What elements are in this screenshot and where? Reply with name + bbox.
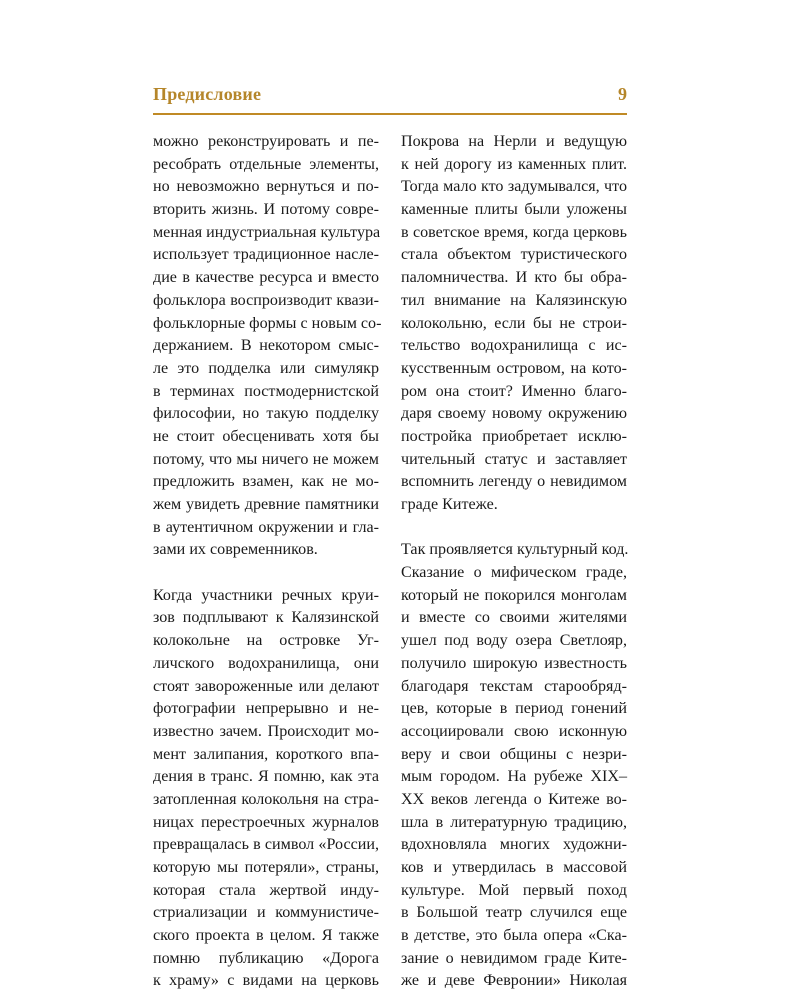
text-line: каменные плиты были уложены xyxy=(401,201,627,219)
text-line: дения в транс. Я помню, как эта xyxy=(153,768,379,786)
text-line: в аутентичном окружении и гла- xyxy=(153,518,379,536)
text-line: в Большой театр случился еще xyxy=(401,904,627,922)
text-line: дие в качестве ресурса и вместо xyxy=(153,269,379,287)
text-line: в советское время, когда церковь xyxy=(401,223,627,241)
text-line: фольклорные формы с новым со- xyxy=(153,314,382,332)
text-line: тил внимание на Калязинскую xyxy=(401,291,627,309)
text-line: зов подплывают к Калязинской xyxy=(153,609,379,627)
text-paragraph xyxy=(401,131,627,517)
text-line: зание о невидимом граде Ките- xyxy=(401,949,627,967)
text-line: известно зачем. Происходит мо- xyxy=(153,722,379,740)
text-line: стриализации и коммунистиче- xyxy=(153,904,379,922)
text-line: Покрова на Нерли и ведущую xyxy=(401,133,627,150)
text-line: вторить жизнь. И потому совре- xyxy=(153,201,379,219)
text-line: ле это подделка или симулякр xyxy=(153,359,379,377)
text-line: вдохновляла многих художни- xyxy=(401,836,627,854)
header-rule xyxy=(153,113,627,115)
text-line: стоят завороженные или делают xyxy=(153,677,379,695)
text-line: который не покорился монголам xyxy=(401,586,627,604)
text-line: держанием. В некотором смыс- xyxy=(153,337,379,355)
text-line: к храму» с видами на церковь xyxy=(153,972,379,990)
page-number: 9 xyxy=(618,84,627,104)
text-line: ассоциировали свою исконную xyxy=(401,722,627,740)
text-line: предложить взамен, как не мо- xyxy=(153,473,379,491)
text-line: ского проекта в целом. Я также xyxy=(153,927,379,945)
text-line: использует традиционное насле- xyxy=(153,246,379,264)
paragraph-gap xyxy=(153,562,379,585)
text-line: кусственным островом, на кото- xyxy=(401,359,627,377)
text-line: философии, но такую подделку xyxy=(153,405,379,423)
text-line: колокольню, если бы не строи- xyxy=(401,314,627,332)
text-line: к ней дорогу из каменных плит. xyxy=(401,155,627,173)
text-line: и вместе со своими жителями xyxy=(401,609,627,627)
text-line: Сказание о мифическом граде, xyxy=(401,564,627,582)
text-paragraph xyxy=(153,585,379,993)
text-line: которую мы потеряли», страны, xyxy=(153,859,379,876)
text-line: но невозможно вернуться и по- xyxy=(153,178,379,196)
text-line: получило широкую известность xyxy=(401,654,627,672)
text-paragraph xyxy=(153,131,382,562)
text-line: ром она стоит? Именно благо- xyxy=(401,382,627,400)
text-line: стала объектом туристического xyxy=(401,246,627,264)
text-line: цев, которые в период гонений xyxy=(401,700,627,718)
text-line: ницах перестроечных журналов xyxy=(153,813,379,831)
text-line: тельство водохранилища с ис- xyxy=(401,337,627,355)
text-line: вспомнить легенду о невидимом xyxy=(401,473,627,491)
text-line: благодаря текстам старообряд- xyxy=(401,677,627,695)
text-line: культуре. Мой первый поход xyxy=(401,881,627,899)
text-line: жем увидеть древние памятники xyxy=(153,496,379,513)
text-line: фотографии непрерывно и не- xyxy=(153,700,379,718)
text-line: Так проявляется культурный код. xyxy=(401,541,629,559)
text-line: шла в литературную традицию, xyxy=(401,813,627,831)
text-line: мым городом. На рубеже XIX– xyxy=(401,768,627,786)
text-line: веру и свои общины с незри- xyxy=(401,745,627,763)
text-line: ушел под воду озера Светлояр, xyxy=(401,632,627,650)
text-line: ков и утвердилась в массовой xyxy=(401,859,627,876)
paragraph-gap xyxy=(401,517,627,540)
section-title: Предисловие xyxy=(153,84,262,104)
text-line: помню публикацию «Дорога xyxy=(153,949,379,967)
text-line: в детстве, это была опера «Ска- xyxy=(401,927,627,945)
text-line: зами их современников. xyxy=(153,541,318,559)
text-line: затопленная колокольня на стра- xyxy=(153,790,379,808)
text-line: XX веков легенда о Китеже во- xyxy=(401,790,627,808)
text-paragraph xyxy=(401,539,627,993)
text-line: потому, что мы ничего не можем xyxy=(153,450,379,468)
text-line: Тогда мало кто задумывался, что xyxy=(401,178,627,196)
text-line: постройка приобретает исклю- xyxy=(401,427,627,445)
text-line: ресобрать отдельные элементы, xyxy=(153,155,379,173)
text-line: не стоит обесценивать хотя бы xyxy=(153,427,379,445)
text-line: паломничества. И кто бы обра- xyxy=(401,269,627,287)
text-line: можно реконструировать и пе- xyxy=(153,133,379,150)
text-line: мент залипания, короткого впа- xyxy=(153,745,379,763)
text-line: которая стала жертвой инду- xyxy=(153,881,379,899)
text-line: менная индустриальная культура xyxy=(153,223,381,241)
text-line: фольклора воспроизводит квази- xyxy=(153,291,379,309)
text-line: же и деве Февронии» Николая xyxy=(401,972,627,990)
running-head xyxy=(153,83,627,109)
text-line: чительный статус и заставляет xyxy=(401,450,627,468)
left-text-column xyxy=(153,131,382,993)
text-line: Когда участники речных круи- xyxy=(153,586,379,604)
text-line: превращалась в символ «России, xyxy=(153,836,379,854)
text-line: личского водохранилища, они xyxy=(153,654,379,672)
text-line: в терминах постмодернистской xyxy=(153,382,379,400)
text-line: колокольне на островке Уг- xyxy=(153,632,379,650)
right-text-column xyxy=(401,131,627,993)
text-line: граде Китеже. xyxy=(401,496,498,513)
text-line: даря своему новому окружению xyxy=(401,405,627,423)
